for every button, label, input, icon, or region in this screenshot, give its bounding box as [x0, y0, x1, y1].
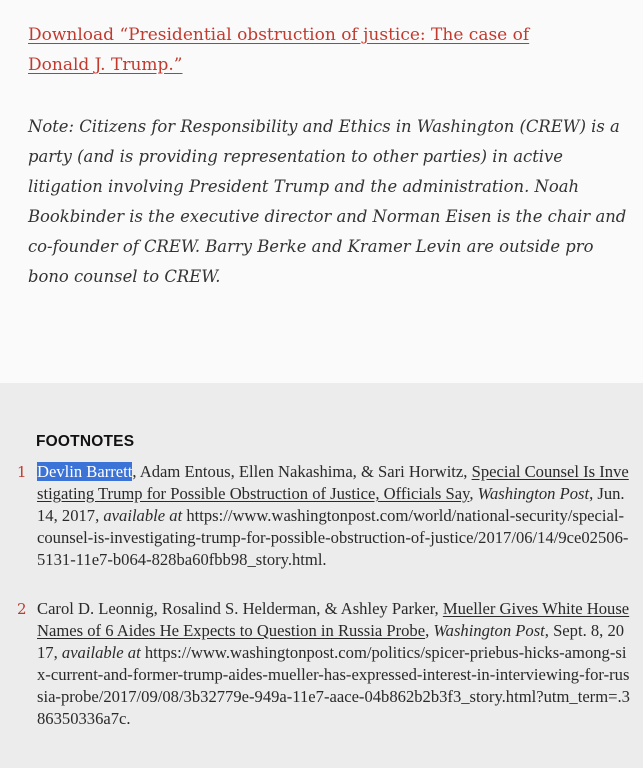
footnote-publication: Washington Post — [433, 621, 545, 640]
footnotes-section — [0, 383, 643, 768]
footnote-text — [37, 598, 631, 730]
footnote-available-at: available at — [61, 643, 141, 662]
footnote-url: https://www.washingtonpost.com/politics/spicer-priebus-hicks-among-six-current-and-former-trump-aides-mueller-has-expressed-interest-in-interviewing-for-russia-probe/2017/09/08/3b32779e-949a-11e7-aace-04b862b2b3f3_story.html?utm_term=.386350336a7c. — [37, 643, 630, 728]
footnote-separator: , — [469, 484, 478, 503]
footnote-separator: , — [425, 621, 434, 640]
crew-disclosure-note: Note: Citizens for Responsibility and Ethics in Washington (CREW) is a party (and is providing representation to other parties) in active litigation involving President Trump and the administration. Noah Bookbinder is the executive director and Norman Eisen is the chair and co-founder of CREW. Barry Berke and Kramer Levin are outside pro bono counsel to CREW. — [28, 117, 627, 286]
download-report-link[interactable]: Download “Presidential obstruction of justice: The case of Donald J. Trump.” — [28, 25, 530, 75]
footnote-item — [17, 598, 631, 730]
footnote-item — [17, 461, 631, 571]
footnote-number[interactable]: 2 — [17, 600, 27, 618]
selected-author-text: Devlin Barrett — [37, 462, 133, 481]
article-section — [0, 0, 643, 383]
footnote-authors: , Adam Entous, Ellen Nakashima, & Sari Horwitz, — [132, 462, 472, 481]
footnote-date: , Sept. 8, 2017, — [37, 621, 625, 662]
footnote-publication: Washington Post — [477, 484, 590, 503]
footnote-text — [37, 461, 631, 571]
footnote-article-link[interactable]: Special Counsel Is Investigating Trump for Possible Obstruction of Justice, Officials Say — [37, 462, 629, 503]
footnote-date: , Jun. 14, 2017, — [37, 484, 625, 525]
footnotes-heading: FOOTNOTES — [36, 433, 135, 450]
footnote-number[interactable]: 1 — [17, 463, 27, 481]
footnote-url: https://www.washingtonpost.com/world/national-security/special-counsel-is-investigating-trump-for-possible-obstruction-of-justice/2017/06/14/9ce02506-5131-11e7-b064-828ba60fbb98_story.html. — [37, 506, 629, 569]
footnote-available-at: available at — [103, 506, 183, 525]
footnote-authors: Carol D. Leonnig, Rosalind S. Helderman, & Ashley Parker, — [37, 599, 443, 618]
footnote-article-link[interactable]: Mueller Gives White House Names of 6 Aides He Expects to Question in Russia Probe — [37, 599, 630, 640]
